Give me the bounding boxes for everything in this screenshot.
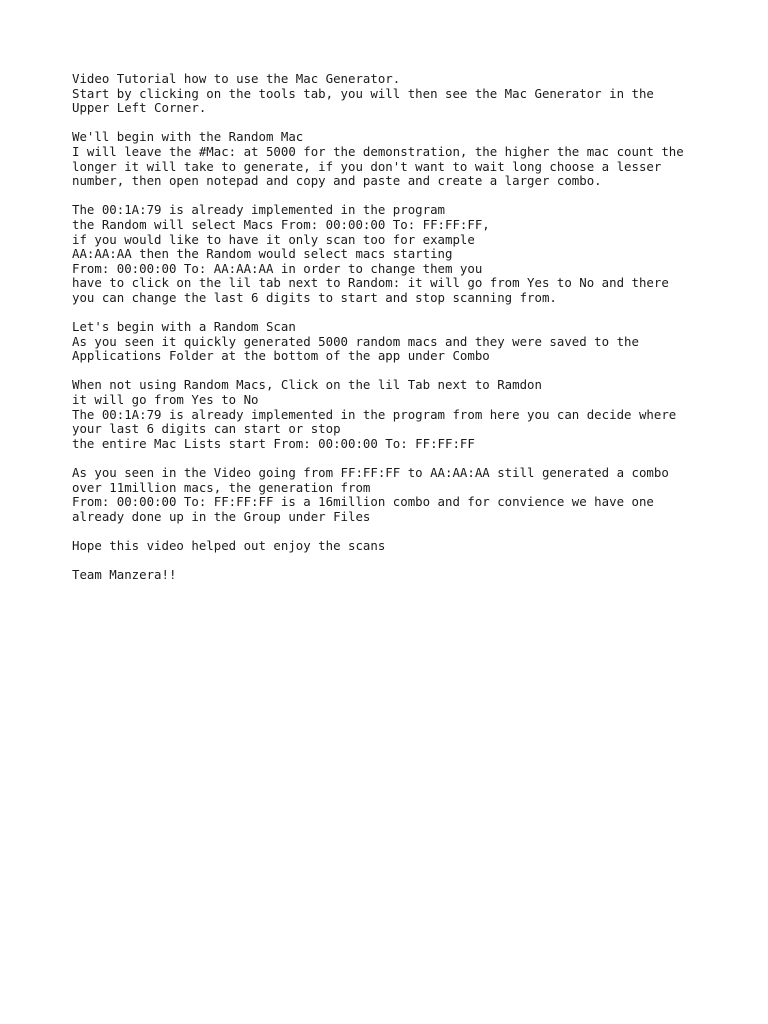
text-line: you can change the last 6 digits to start and stop scanning from.	[72, 289, 557, 305]
text-line: AA:AA:AA then the Random would select macs starting	[72, 246, 453, 262]
paragraph-prefix-range	[72, 203, 712, 305]
text-line: over 11million macs, the generation from	[72, 479, 371, 495]
text-line: longer it will take to generate, if you don't want to wait long choose a lesser	[72, 158, 662, 174]
paragraph-random-scan	[72, 320, 712, 364]
text-line: Hope this video helped out enjoy the scans	[72, 538, 386, 553]
text-line: it will go from Yes to No	[72, 392, 259, 408]
text-line: As you seen in the Video going from FF:FF:FF to AA:AA:AA still generated a combo	[72, 465, 669, 481]
text-line: if you would like to have it only scan too for example	[72, 231, 475, 247]
paragraph-random-mac	[72, 130, 712, 188]
text-line: already done up in the Group under Files	[72, 508, 371, 524]
text-line: Let's begin with a Random Scan	[72, 319, 296, 335]
signature-line: Team Manzera!!	[72, 567, 177, 583]
text-line: As you seen it quickly generated 5000 random macs and they were saved to the	[72, 333, 639, 349]
paragraph-closing	[72, 539, 712, 554]
text-line: Video Tutorial how to use the Mac Generator.	[72, 71, 401, 86]
text-line: have to click on the lil tab next to Random: it will go from Yes to No and there	[72, 275, 669, 291]
text-line: number, then open notepad and copy and paste and create a larger combo.	[72, 173, 602, 189]
text-line: The 00:1A:79 is already implemented in the program from here you can decide where	[72, 406, 677, 422]
text-line: From: 00:00:00 To: AA:AA:AA in order to change them you	[72, 260, 483, 276]
paragraph-intro	[72, 72, 712, 116]
text-line: your last 6 digits can start or stop	[72, 421, 341, 437]
text-line: Upper Left Corner.	[72, 100, 207, 116]
text-line: Start by clicking on the tools tab, you will then see the Mac Generator in the	[72, 85, 654, 101]
text-line: the Random will select Macs From: 00:00:00 To: FF:FF:FF,	[72, 216, 490, 232]
paragraph-non-random	[72, 378, 712, 451]
text-line: Applications Folder at the bottom of the app under Combo	[72, 348, 490, 364]
text-line: We'll begin with the Random Mac	[72, 129, 304, 145]
paragraph-signature	[72, 568, 712, 583]
paragraph-combo-size	[72, 466, 712, 524]
document-body	[72, 72, 712, 597]
text-line: the entire Mac Lists start From: 00:00:00 To: FF:FF:FF	[72, 435, 475, 451]
text-line: The 00:1A:79 is already implemented in the program	[72, 202, 445, 218]
text-line: I will leave the #Mac: at 5000 for the demonstration, the higher the mac count the	[72, 143, 684, 159]
text-line: From: 00:00:00 To: FF:FF:FF is a 16million combo and for convience we have one	[72, 494, 654, 510]
text-line: When not using Random Macs, Click on the lil Tab next to Ramdon	[72, 377, 542, 393]
